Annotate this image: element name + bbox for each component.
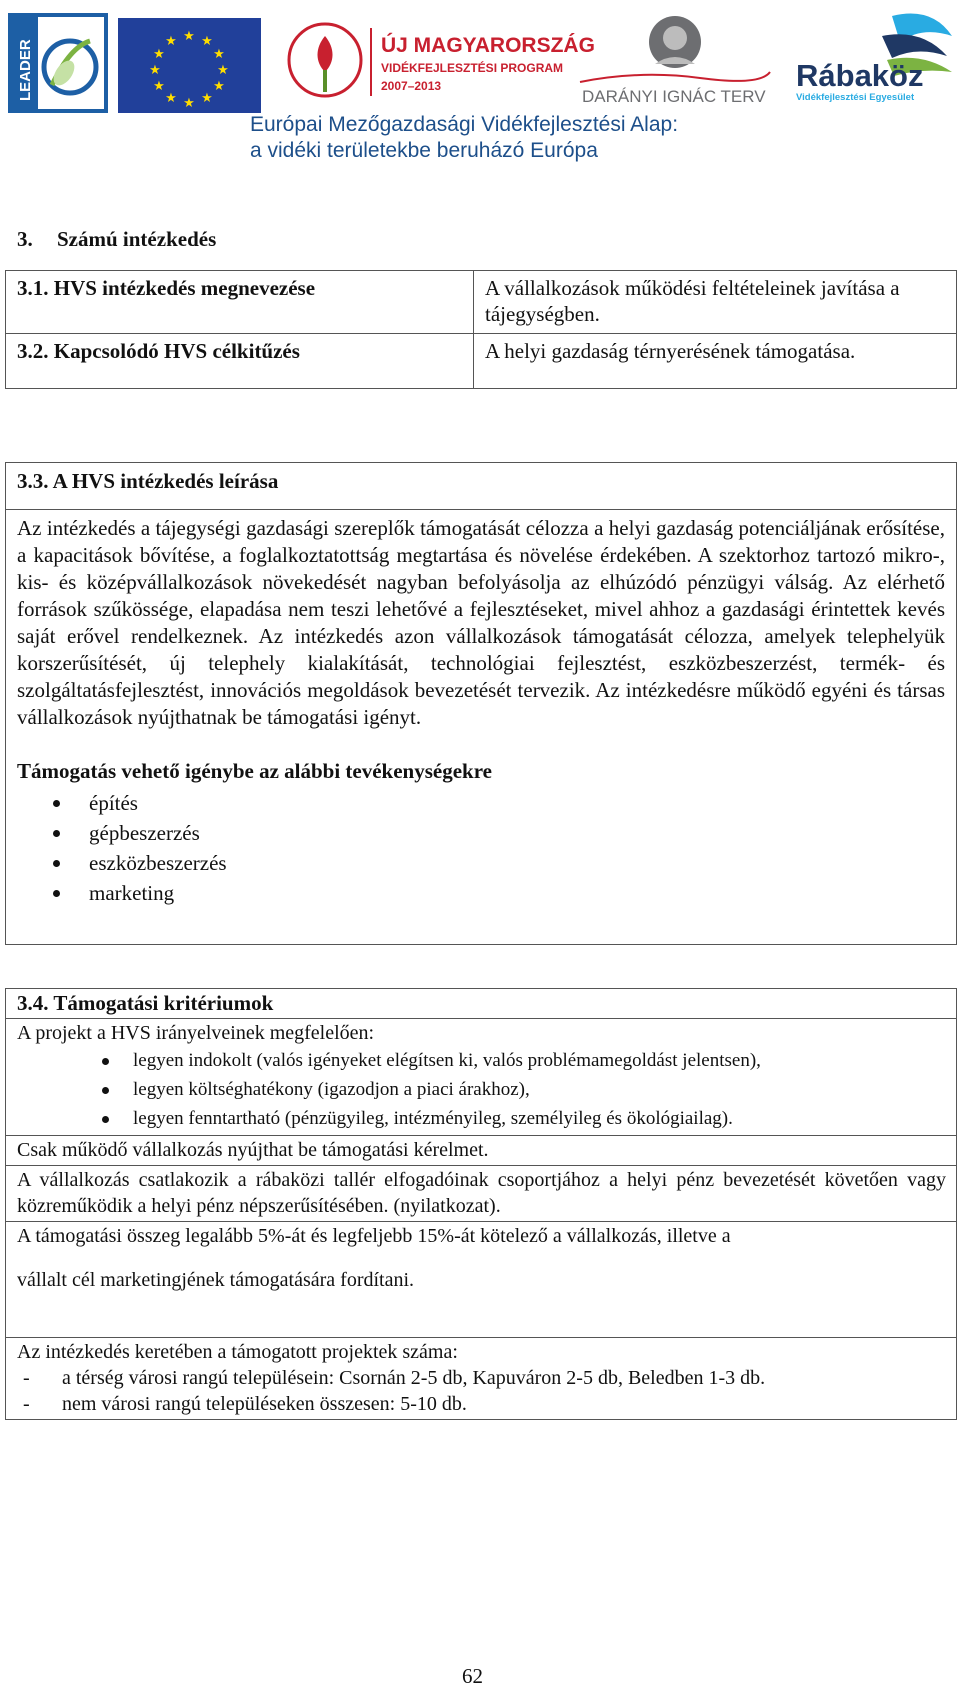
umfp-subtitle: VIDÉKFEJLESZTÉSI PROGRAM [381,61,564,75]
criteria-local-currency: A vállalkozás csatlakozik a rábaközi tallér elfogadóinak csoportjához a helyi pénz bevezetését követően vagy közreműködik a helyi pénz népszerűsítésében. (nyilatkozat). [5,1166,957,1222]
rabakoz-logo [782,6,960,106]
svg-text:★: ★ [153,47,165,62]
criteria-requirements [5,1019,957,1136]
eu-flag-icon [118,18,261,113]
criteria-list [17,1046,946,1133]
list-item: - nem városi rangú településeken összesen: 5-10 db. [17,1391,946,1417]
eu-fund-caption [250,112,710,164]
svg-text:★: ★ [183,29,195,44]
rabakoz-subtitle: Vidékfejlesztési Egyesület [796,92,915,103]
table-row [6,271,957,334]
svg-text:★: ★ [213,79,225,94]
umfp-years: 2007–2013 [381,79,442,93]
measure-name-label: 3.1. HVS intézkedés megnevezése [6,271,474,334]
list-item: gépbeszerzés [17,818,945,848]
section-heading [17,227,216,252]
list-item: eszközbeszerzés [17,848,945,878]
description-box [5,462,957,945]
list-item: építés [17,788,945,818]
list-item: legyen költséghatékony (igazodjon a piaci árakhoz), [17,1075,946,1104]
daranyi-ignac-terv-logo [580,12,770,107]
objective-value: A helyi gazdaság térnyerésének támogatása. [474,334,957,389]
divider [6,509,956,510]
list-item: legyen fenntartható (pénzügyileg, intézményileg, személyileg és ökológiailag). [17,1104,946,1133]
svg-text:★: ★ [201,34,213,49]
svg-text:LEADER: LEADER [17,39,34,101]
eu-fund-line-1: Európai Mezőgazdasági Vidékfejlesztési Alap: [250,113,679,136]
criteria-projects [5,1338,957,1420]
svg-text:★: ★ [217,63,229,78]
criteria-marketing-line-1: A támogatási összeg legalább 5%-át és legfeljebb 15%-át kötelező a vállalkozás, illetve a [17,1225,731,1247]
section-title: Számú intézkedés [57,227,217,251]
darany-title: DARÁNYI IGNÁC TERV [582,87,766,106]
leader-logo [8,13,108,113]
svg-text:★: ★ [165,34,177,49]
criteria-only-operating: Csak működő vállalkozás nyújthat be támogatási kérelmet. [5,1136,957,1166]
svg-text:★: ★ [149,63,161,78]
page-number: 62 [462,1664,483,1688]
eu-fund-line-2: a vidéki területekbe beruházó Európa [250,139,598,162]
criteria-intro: A projekt a HVS irányelveinek megfelelően: [17,1022,375,1044]
svg-text:★: ★ [153,79,165,94]
uj-magyarorszag-logo [285,18,595,103]
criteria-section [5,988,957,1420]
section-number: 3. [17,227,33,251]
criteria-marketing-line-2: vállalt cél marketingjének támogatására fordítani. [17,1269,415,1291]
description-text: Az intézkedés a tájegységi gazdasági szereplők támogatását célozza a helyi gazdaság potenciáljának erősítése, a kapacitások bővítése, a foglalkoztatottság megtartása és növelése érdekében. A szektorhoz tartozó mikro-, kis- és középvállalkozások növekedését nagyban befolyásolja az elhúzódó pénzügyi válság. Az elérhető források szűkössége, elapadása nem teszi lehetővé a fejlesztéseket, mivel ahhoz a gazdasági érintettek kevés saját erővel rendelkeznek. Az intézkedés azon vállalkozások támogatását célozza, amelyek telephelyük korszerűsítését, új telephely kialakítását, technológiai fejlesztést, eszközbeszerzést, termék- és szolgáltatásfejlesztést, innovációs megoldások bevezetését tervezik. Az intézkedésre működő egyéni és társas vállalkozások nyújthatnak be támogatási igényt. [17,516,945,729]
table-row [6,334,957,389]
svg-text:★: ★ [183,96,195,111]
rabakoz-title: Rábaköz [796,58,924,93]
header-logos [0,0,960,175]
objective-label: 3.2. Kapcsolódó HVS célkitűzés [6,334,474,389]
list-item: legyen indokolt (valós igényeket elégítsen ki, valós problémamegoldást jelentsen), [17,1046,946,1075]
svg-text:★: ★ [201,91,213,106]
svg-text:★: ★ [213,47,225,62]
list-item: marketing [17,878,945,908]
projects-intro: Az intézkedés keretében a támogatott projektek száma: [17,1341,458,1363]
list-item: - a térség városi rangú településein: Csornán 2-5 db, Kapuváron 2-5 db, Beledben 1-3 db. [17,1365,946,1391]
svg-text:★: ★ [165,91,177,106]
measure-name-value: A vállalkozások működési feltételeinek javítása a tájegységben. [474,271,957,334]
measure-meta-table [5,270,957,389]
support-title: Támogatás vehető igénybe az alábbi tevékenységekre [17,759,492,783]
description-title: 3.3. A HVS intézkedés leírása [17,469,279,493]
umfp-title: ÚJ MAGYARORSZÁG [381,34,595,57]
activity-list [17,788,945,908]
criteria-marketing [5,1222,957,1338]
criteria-title: 3.4. Támogatási kritériumok [5,988,957,1019]
